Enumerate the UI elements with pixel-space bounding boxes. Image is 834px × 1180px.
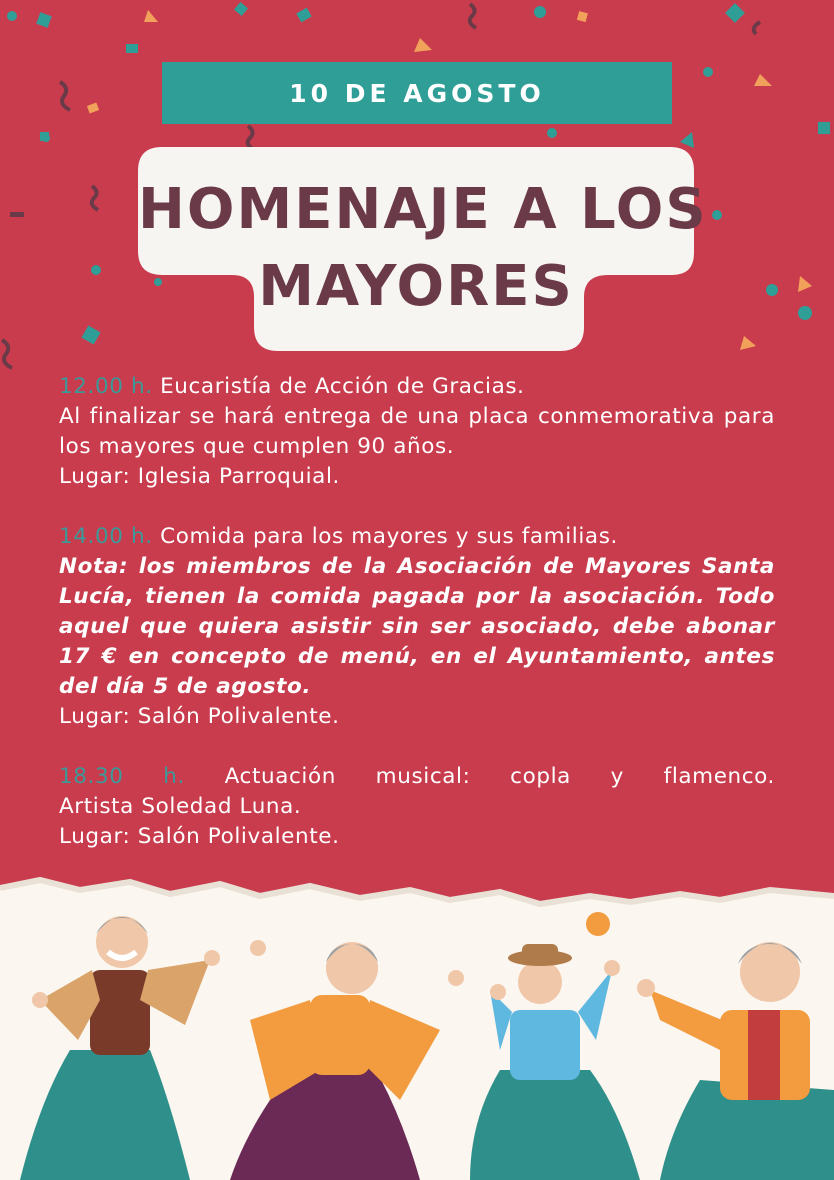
title-box — [138, 147, 708, 347]
event-description: Artista Soledad Luna. — [59, 794, 302, 819]
page-title-line-1: HOMENAJE A LOS — [138, 177, 708, 242]
event-2 — [59, 522, 775, 732]
event-time: 12.00 h. — [59, 374, 153, 399]
event-description: Al finalizar se hará entrega de una placa conmemorativa para los mayores que cumplen 90 años. — [59, 404, 775, 459]
event-3 — [59, 762, 775, 852]
event-title: Actuación musical: copla y flamenco. — [224, 764, 775, 789]
event-time: 14.00 h. — [59, 524, 153, 549]
event-date: 10 DE AGOSTO — [289, 78, 545, 108]
date-banner — [162, 62, 672, 124]
event-title: Comida para los mayores y sus familias. — [160, 524, 618, 549]
event-1 — [59, 372, 775, 492]
event-note: Nota: los miembros de la Asociación de Mayores Santa Lucía, tienen la comida pagada por la asociación. Todo aquel que quiera asistir sin ser asociado, debe abonar 17 € en concepto de menú, en el Ayuntamiento, antes del día 5 de agosto. — [59, 554, 775, 699]
dancing-elders-illustration — [0, 860, 834, 1180]
event-place: Lugar: Salón Polivalente. — [59, 824, 340, 849]
event-title: Eucaristía de Acción de Gracias. — [160, 374, 525, 399]
event-time: 18.30 h. — [59, 764, 185, 789]
event-place: Lugar: Iglesia Parroquial. — [59, 464, 340, 489]
event-place: Lugar: Salón Polivalente. — [59, 704, 340, 729]
event-program — [59, 372, 775, 852]
page-title-line-2: MAYORES — [258, 254, 574, 319]
